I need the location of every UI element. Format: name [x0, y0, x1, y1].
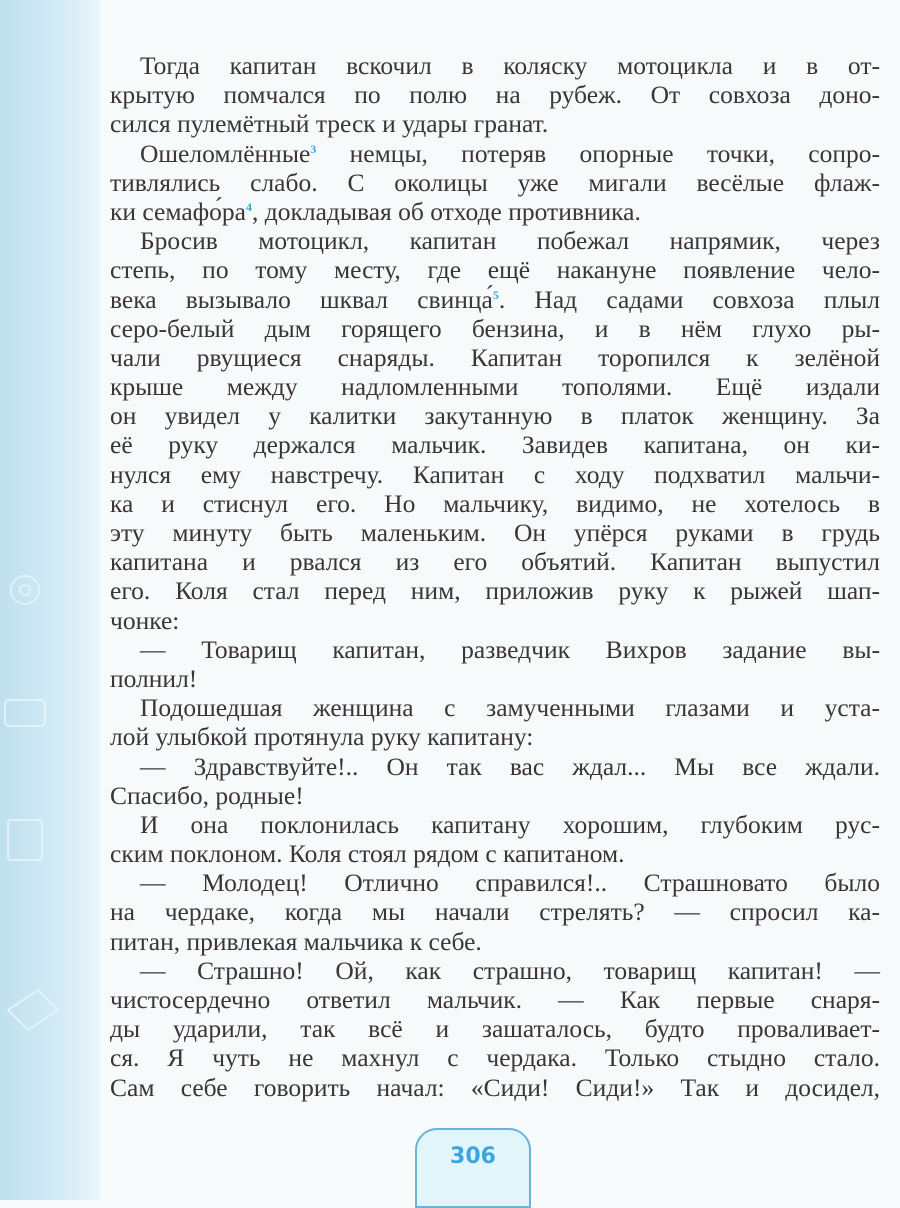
text-line — [110, 314, 880, 343]
text-line — [110, 985, 880, 1014]
text-line — [110, 343, 880, 372]
text-segment: нулся ему навстречу. Капитан с ходу подхватил мальчи- — [110, 459, 880, 489]
text-line — [110, 168, 880, 197]
text-segment: Сам себе говорить начал: «Сиди! Сиди!» Так и досидел, — [110, 1072, 880, 1102]
text-segment: крыше между надломленными тополями. Ещё издали — [110, 372, 880, 402]
text-segment: ка и стиснул его. Но мальчику, видимо, не хотелось в — [110, 488, 880, 518]
text-line — [110, 635, 880, 664]
text-line — [110, 897, 880, 926]
text-line — [110, 752, 880, 781]
text-line — [110, 576, 880, 605]
text-segment: Подошедшая женщина с замученными глазами и уста- — [140, 693, 880, 723]
text-segment: чонке: — [110, 605, 180, 635]
text-line — [110, 1014, 880, 1043]
text-segment: тивлялись слабо. С околицы уже мигали весёлые флаж- — [110, 167, 880, 197]
text-segment: его. Коля стал перед ним, приложив руку к рыжей шап- — [110, 576, 880, 606]
text-line — [110, 664, 880, 693]
text-line — [110, 1043, 880, 1072]
page-number-tab — [415, 1128, 531, 1208]
text-segment: Бросив мотоцикл, капитан побежал напрямик, через — [140, 226, 880, 256]
text-line — [110, 518, 880, 547]
text-segment: И она поклонилась капитану хорошим, глубоким рус- — [140, 809, 880, 839]
text-line — [110, 693, 880, 722]
text-segment: века вызывало шквал свинца́ — [110, 284, 493, 314]
text-line — [110, 489, 880, 518]
text-line — [110, 547, 880, 576]
text-line — [110, 285, 880, 314]
text-segment: . Над садами совхоза плыл — [498, 284, 880, 314]
footnote-marker[interactable]: 3 — [310, 141, 317, 156]
text-segment: — Страшно! Ой, как страшно, товарищ капитан! — — [140, 955, 880, 985]
footnote-marker[interactable]: 4 — [245, 199, 252, 214]
text-segment: Спасибо, родные! — [110, 780, 304, 810]
text-segment: на чердаке, когда мы начали стрелять? — спросил ка- — [110, 897, 880, 927]
text-line — [110, 868, 880, 897]
decorative-doodle-icons — [0, 0, 100, 1200]
text-line — [110, 606, 880, 635]
text-line — [110, 255, 880, 284]
text-segment: питан, привлекая мальчика к себе. — [110, 926, 482, 956]
text-line — [110, 51, 880, 80]
text-segment: ки семафо́ра — [110, 196, 246, 226]
text-segment: чистосердечно ответил мальчик. — Как первые снаря- — [110, 985, 880, 1014]
text-line — [110, 956, 880, 985]
footnote-marker[interactable]: 5 — [492, 287, 499, 302]
text-line — [110, 810, 880, 839]
text-line — [110, 1073, 880, 1102]
decorative-side-strip — [0, 0, 100, 1200]
text-segment: серо-белый дым горящего бензина, и в нём глухо ры- — [110, 313, 880, 343]
text-segment: — Молодец! Отлично справился!.. Страшновато было — [140, 868, 880, 898]
text-line — [110, 430, 880, 459]
text-line — [110, 226, 880, 255]
text-segment: лой улыбкой протянула руку капитану: — [110, 722, 534, 752]
text-segment: крытую помчался по полю на рубеж. От совхоза доно- — [110, 80, 880, 110]
text-line — [110, 109, 880, 138]
text-segment: ским поклоном. Коля стоял рядом с капитаном. — [110, 839, 625, 869]
text-segment: сился пулемётный треск и удары гранат. — [110, 109, 549, 139]
text-segment: полнил! — [110, 663, 198, 693]
text-line — [110, 372, 880, 401]
text-segment: степь, по тому месту, где ещё накануне появление чело- — [110, 255, 880, 285]
text-segment: эту минуту быть маленьким. Он упёрся руками в грудь — [110, 518, 880, 547]
text-segment: капитана и рвался из его объятий. Капитан выпустил — [110, 547, 880, 577]
text-segment: — Товарищ капитан, разведчик Вихров задание вы- — [140, 634, 880, 664]
text-line — [110, 460, 880, 489]
text-line — [110, 781, 880, 810]
text-line — [110, 197, 880, 226]
text-segment: её руку держался мальчик. Завидев капитана, он ки- — [110, 430, 880, 460]
text-segment: немцы, потеряв опорные точки, сопро- — [316, 138, 880, 168]
text-segment: Ошеломлённые — [140, 138, 311, 168]
text-line — [110, 839, 880, 868]
text-line — [110, 139, 880, 168]
text-segment: Тогда капитан вскочил в коляску мотоцикла и в от- — [140, 51, 880, 80]
text-line — [110, 722, 880, 751]
text-segment: — Здравствуйте!.. Он так вас ждал... Мы все ждали. — [140, 751, 880, 781]
text-segment: ды ударили, так всё и зашаталось, будто проваливает- — [110, 1014, 880, 1044]
text-segment: ся. Я чуть не махнул с чердака. Только стыдно стало. — [110, 1043, 880, 1073]
text-segment: чали рвущиеся снаряды. Капитан торопился к зелёной — [110, 342, 880, 372]
text-segment: он увидел у калитки закутанную в платок женщину. За — [110, 401, 880, 431]
text-line — [110, 80, 880, 109]
page-number: 306 — [450, 1144, 496, 1169]
text-line — [110, 401, 880, 430]
body-text — [110, 51, 880, 1102]
text-segment: , докладывая об отходе противника. — [251, 196, 641, 226]
text-line — [110, 927, 880, 956]
